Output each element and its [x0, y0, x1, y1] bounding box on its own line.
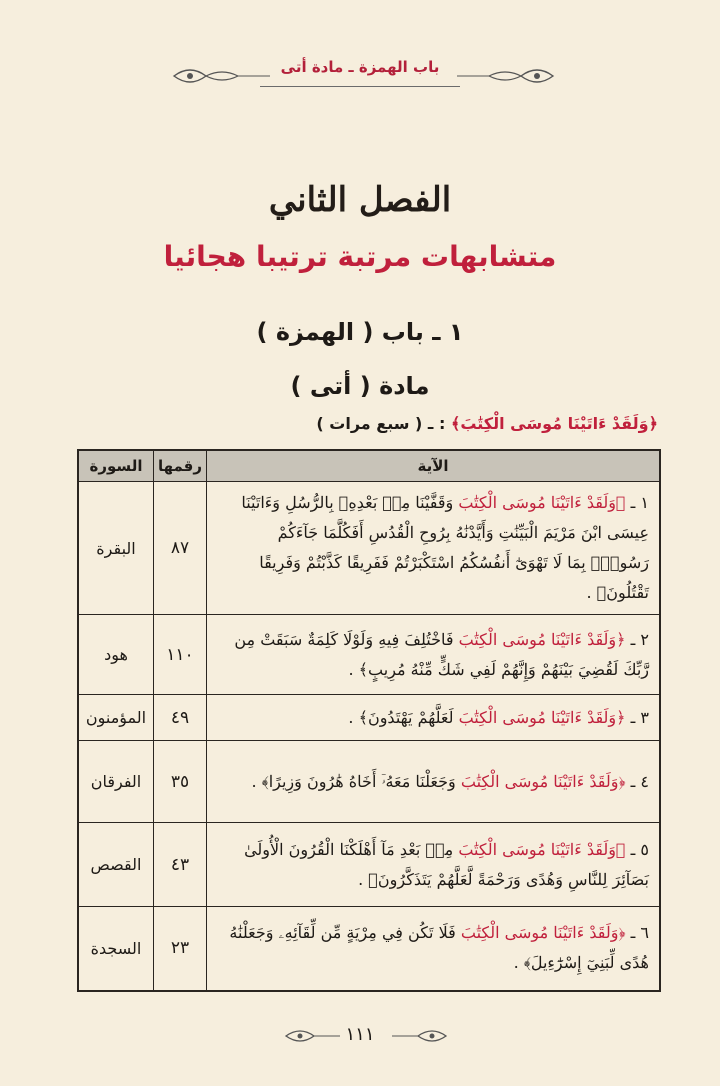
- ayah-cell: [207, 907, 661, 991]
- table-row: [78, 695, 660, 741]
- ayah-rest: مِنۢ بَعْدِ مَآ أَهْلَكْنَا الْقُرُونَ الْأُولَىٰ بَصَآئِرَ لِلنَّاسِ وَهُدًى وَرَحْمَةً لَّعَلَّهُمْ يَتَذَكَّرُونَ﴾ .: [244, 839, 649, 889]
- ayah-phrase: ﴿وَلَقَدْ ءَاتَيْنَا مُوسَى الْكِتَٰبَ: [458, 493, 626, 512]
- header-ayah: الآية: [207, 450, 661, 482]
- ayah-index: ٤ ـ: [630, 771, 649, 791]
- ayah-rest: فَلَا تَكُن فِي مِرْيَةٍ مِّن لِّقَآئِهِۦ وَجَعَلْنَٰهُ هُدًى لِّبَنِيٓ إِسْرَٰٓءِيلَ﴾ .: [229, 923, 649, 973]
- page-footer: [0, 1022, 720, 1052]
- ayah-phrase: ﴿وَلَقَدْ ءَاتَيْنَا مُوسَى الْكِتَٰبَ: [460, 923, 626, 943]
- ayah-index: ٦ ـ: [630, 923, 649, 943]
- ayah-number: ١١٠: [154, 615, 207, 695]
- running-header: [0, 52, 720, 96]
- table-row: [78, 482, 660, 615]
- table-row: [78, 741, 660, 823]
- sura-name: السجدة: [78, 907, 154, 991]
- header-title: باب الهمزة ـ مادة أتى: [280, 58, 440, 76]
- verses-table: [77, 449, 661, 992]
- table-row: [78, 823, 660, 907]
- sura-name: البقرة: [78, 482, 154, 615]
- ayah-rest: وَجَعَلْنَا مَعَهُۥٓ أَخَاهُ هَٰرُونَ وَزِيرًا﴾ .: [251, 771, 456, 791]
- ornament-icon: [455, 62, 555, 90]
- ayah-index: ٢ ـ: [630, 629, 649, 649]
- ornament-icon: [172, 62, 272, 90]
- table-row: [78, 615, 660, 695]
- ayah-index: ٥ ـ: [630, 839, 649, 859]
- ayah-number: ٣٥: [154, 741, 207, 823]
- phrase-count: : ـ ( سبع مرات ): [316, 414, 446, 433]
- verses-table-wrapper: [77, 449, 661, 992]
- sura-name: الفرقان: [78, 741, 154, 823]
- phrase-line: [58, 414, 658, 433]
- madda-title: مادة ( أتى ): [290, 372, 430, 400]
- key-phrase: ﴿وَلَقَدْ ءَاتَيْنَا مُوسَى الْكِتَٰبَ﴾: [450, 414, 658, 433]
- chapter-title: الفصل الثاني: [268, 180, 452, 220]
- chapter-subtitle: متشابهات مرتبة ترتيبا هجائيا: [163, 240, 557, 273]
- ayah-rest: فَاخْتُلِفَ فِيهِ وَلَوْلَا كَلِمَةٌ سَبَقَتْ مِن رَّبِّكَ لَقُضِيَ بَيْنَهُمْ وَإِنَّهُمْ لَفِي شَكٍّ مِّنْهُ مُرِيبٍ﴾ .: [234, 629, 649, 679]
- ayah-phrase: ﴿وَلَقَدْ ءَاتَيْنَا مُوسَى الْكِتَٰبَ: [458, 839, 626, 859]
- sura-name: المؤمنون: [78, 695, 154, 741]
- ayah-number: ٢٣: [154, 907, 207, 991]
- ayah-number: ٤٣: [154, 823, 207, 907]
- page-number: ١١١: [345, 1024, 375, 1045]
- ayah-phrase: ﴿وَلَقَدْ ءَاتَيْنَا مُوسَى الْكِتَٰبَ: [458, 629, 626, 649]
- table-row: [78, 907, 660, 991]
- header-sura: السورة: [78, 450, 154, 482]
- ayah-phrase: ﴿وَلَقَدْ ءَاتَيْنَا مُوسَى الْكِتَٰبَ: [460, 771, 626, 791]
- ayah-phrase: ﴿وَلَقَدْ ءَاتَيْنَا مُوسَى الْكِتَٰبَ: [458, 707, 626, 727]
- table-header-row: [78, 450, 660, 482]
- ayah-rest: وَقَفَّيْنَا مِنۢ بَعْدِهِۦ بِالرُّسُلِ وَءَاتَيْنَا عِيسَى ابْنَ مَرْيَمَ الْبَيِّنَٰتِ وَأَيَّدْنَٰهُ بِرُوحِ الْقُدُسِ أَفَكُلَّمَا جَآءَكُمْ رَسُولٌۢ بِمَا لَا تَهْوَىٰٓ أَنفُسُكُمُ اسْتَكْبَرْتُمْ فَفَرِيقًا كَذَّبْتُمْ وَفَرِيقًا تَقْتُلُونَ﴾ .: [241, 493, 649, 602]
- header-rule: [260, 86, 460, 87]
- sura-name: القصص: [78, 823, 154, 907]
- header-num: رقمها: [154, 450, 207, 482]
- ayah-cell: [207, 823, 661, 907]
- ayah-cell: [207, 482, 661, 615]
- ayah-rest: لَعَلَّهُمْ يَهْتَدُونَ﴾ .: [348, 707, 454, 727]
- ayah-cell: [207, 695, 661, 741]
- ayah-index: ٣ ـ: [630, 707, 649, 727]
- sura-name: هود: [78, 615, 154, 695]
- ayah-cell: [207, 615, 661, 695]
- ornament-icon: [390, 1024, 450, 1048]
- ayah-cell: [207, 741, 661, 823]
- section-title: ١ ـ باب ( الهمزة ): [256, 318, 464, 346]
- ayah-number: ٤٩: [154, 695, 207, 741]
- ayah-number: ٨٧: [154, 482, 207, 615]
- ayah-index: ١ ـ: [630, 493, 649, 512]
